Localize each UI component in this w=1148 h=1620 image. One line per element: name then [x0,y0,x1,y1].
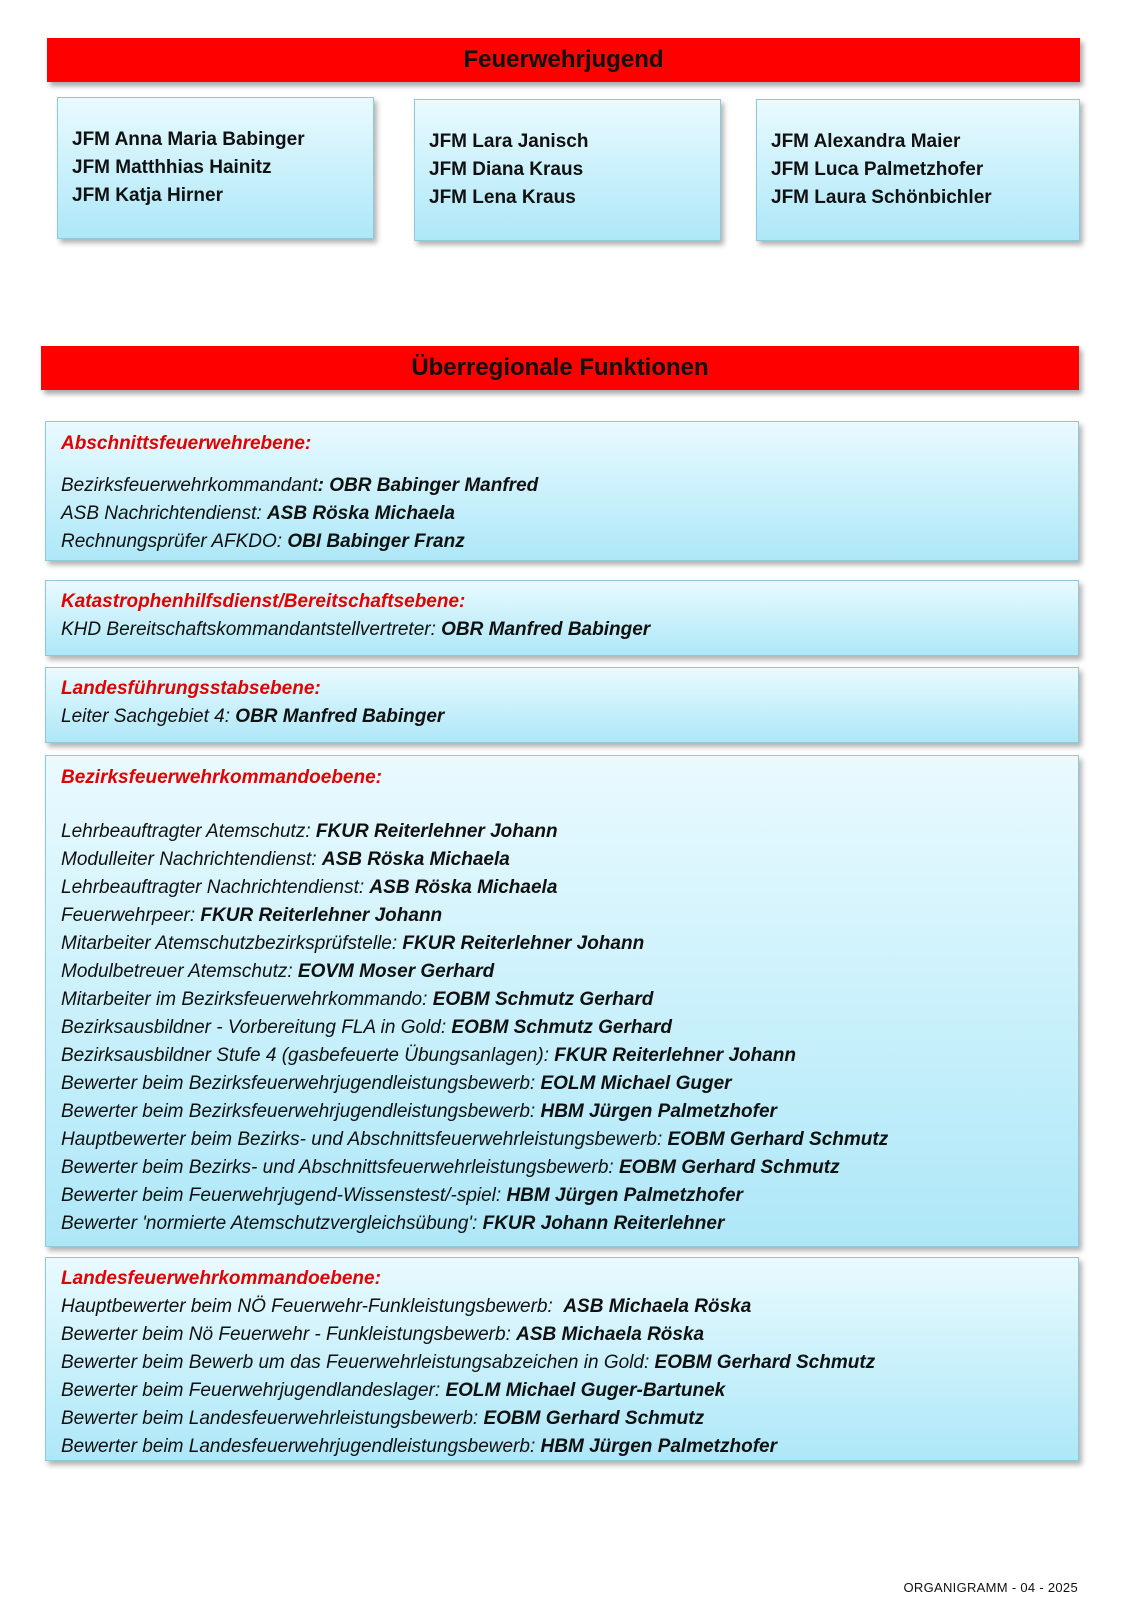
function-line [61,528,1063,556]
section-bfk [45,755,1079,1247]
person-name: ASB Michaela Röska [516,1324,705,1345]
function-line [61,703,1063,731]
role-label: Bewerter beim Landesfeuerwehrjugendleistungsbewerb: [61,1436,541,1457]
feuerwehrjugend-banner [47,38,1080,82]
role-label: Lehrbeauftragter Atemschutz: [61,821,316,842]
person-name: EOLM Michael Guger-Bartunek [445,1380,726,1401]
person-name: FKUR Reiterlehner Johann [315,821,558,842]
jfm-box-1 [57,97,374,239]
role-label: Bewerter beim Bezirksfeuerwehrjugendleistungsbewerb: [61,1073,541,1094]
function-line [61,846,1063,874]
person-name: ASB Röska Michaela [321,849,510,870]
role-label: KHD Bereitschaftskommandantstellvertreter: [61,619,442,640]
role-label: Bewerter beim Landesfeuerwehrleistungsbewerb: [61,1408,484,1429]
function-line [61,958,1063,986]
person-name: OBR Manfred Babinger [441,619,651,640]
function-line [61,1126,1063,1154]
function-line [61,500,1063,528]
section-title: Abschnittsfeuerwehrebene: [61,433,312,454]
person-name: OBI Babinger Franz [287,531,465,552]
person-name: EOLM Michael Guger [540,1073,732,1094]
jfm-member: JFM Lena Kraus [429,187,576,208]
role-label: Leiter Sachgebiet 4: [61,706,236,727]
function-line [61,1293,1063,1321]
jfm-box-3 [756,99,1080,241]
role-label: Hauptbewerter beim NÖ Feuerwehr-Funkleistungsbewerb: [61,1296,564,1317]
role-label: Hauptbewerter beim Bezirks- und Abschnittsfeuerwehrleistungsbewerb: [61,1129,668,1150]
function-line [61,472,1063,500]
person-name: HBM Jürgen Palmetzhofer [540,1101,777,1122]
person-name: OBR Manfred Babinger [235,706,445,727]
ueberregional-title: Überregionale Funktionen [411,354,709,381]
function-line [61,1433,1063,1461]
function-line [61,930,1063,958]
function-line [61,1405,1063,1433]
person-name: ASB Michaela Röska [563,1296,752,1317]
person-name: ASB Röska Michaela [369,877,558,898]
role-label: Rechnungsprüfer AFKDO: [61,531,288,552]
jfm-member: JFM Lara Janisch [429,131,589,152]
role-label: Bewerter beim Bezirksfeuerwehrjugendleistungsbewerb: [61,1101,541,1122]
jfm-member: JFM Katja Hirner [72,185,223,206]
role-label: Bewerter beim Feuerwehrjugendlandeslager: [61,1380,446,1401]
function-line [61,986,1063,1014]
role-label: Bewerter beim Nö Feuerwehr - Funkleistungsbewerb: [61,1324,517,1345]
person-name: FKUR Reiterlehner Johann [402,933,645,954]
person-name: FKUR Johann Reiterlehner [482,1213,725,1234]
person-name: EOBM Gerhard Schmutz [667,1129,889,1150]
jfm-box-2 [414,99,721,241]
role-label: Mitarbeiter im Bezirksfeuerwehrkommando: [61,989,433,1010]
person-name: FKUR Reiterlehner Johann [554,1045,797,1066]
role-label: Bewerter beim Bezirks- und Abschnittsfeuerwehrleistungsbewerb: [61,1157,619,1178]
function-line [61,1042,1063,1070]
function-line [61,1070,1063,1098]
role-label: Feuerwehrpeer: [61,905,201,926]
function-line [61,1098,1063,1126]
role-label: Bewerter beim Bewerb um das Feuerwehrleistungsabzeichen in Gold: [61,1352,655,1373]
person-name: HBM Jürgen Palmetzhofer [540,1436,777,1457]
role-label: Mitarbeiter Atemschutzbezirksprüfstelle: [61,933,403,954]
role-label: Bezirksausbildner - Vorbereitung FLA in Gold: [61,1017,452,1038]
section-title: Bezirksfeuerwehrkommandoebene: [61,767,382,788]
section-lfs [45,667,1079,743]
feuerwehrjugend-title: Feuerwehrjugend [463,46,664,73]
jfm-member: JFM Diana Kraus [429,159,584,180]
role-label: Bezirksausbildner Stufe 4 (gasbefeuerte Übungsanlagen): [61,1045,555,1066]
function-line [61,818,1063,846]
person-name: EOBM Gerhard Schmutz [618,1157,840,1178]
jfm-member: JFM Alexandra Maier [771,131,961,152]
function-line [61,1154,1063,1182]
function-line [61,1014,1063,1042]
person-name: HBM Jürgen Palmetzhofer [506,1185,743,1206]
person-name: EOBM Gerhard Schmutz [483,1408,705,1429]
role-label: Modulbetreuer Atemschutz: [61,961,298,982]
function-line [61,874,1063,902]
section-title: Katastrophenhilfsdienst/Bereitschaftsebene: [61,591,466,612]
section-title: Landesfeuerwehrkommandoebene: [61,1268,381,1289]
role-label: Lehrbeauftragter Nachrichtendienst: [61,877,370,898]
function-line [61,1182,1063,1210]
ueberregional-banner [41,346,1079,390]
section-khd [45,580,1079,656]
function-line [61,902,1063,930]
jfm-member: JFM Luca Palmetzhofer [771,159,984,180]
jfm-member: JFM Anna Maria Babinger [72,129,305,150]
function-line [61,1321,1063,1349]
person-name: FKUR Reiterlehner Johann [200,905,443,926]
person-name: : OBR Babinger Manfred [317,475,539,496]
role-label: ASB Nachrichtendienst: [61,503,267,524]
function-line [61,1210,1063,1238]
person-name: ASB Röska Michaela [266,503,455,524]
role-label: Bewerter 'normierte Atemschutzvergleichsübung': [61,1213,483,1234]
jfm-member: JFM Matthhias Hainitz [72,157,272,178]
jfm-member: JFM Laura Schönbichler [771,187,992,208]
role-label: Bezirksfeuerwehrkommandant [61,475,318,496]
role-label: Bewerter beim Feuerwehrjugend-Wissenstest/-spiel: [61,1185,507,1206]
section-title: Landesführungsstabsebene: [61,678,321,699]
section-abschnitt [45,421,1079,561]
person-name: EOVM Moser Gerhard [297,961,495,982]
person-name: EOBM Gerhard Schmutz [654,1352,876,1373]
person-name: EOBM Schmutz Gerhard [451,1017,673,1038]
role-label: Modulleiter Nachrichtendienst: [61,849,322,870]
function-line [61,1349,1063,1377]
function-line [61,1377,1063,1405]
function-line [61,616,1063,644]
person-name: EOBM Schmutz Gerhard [432,989,654,1010]
footer-label: ORGANIGRAMM - 04 - 2025 [903,1580,1078,1595]
section-lfk [45,1257,1079,1461]
